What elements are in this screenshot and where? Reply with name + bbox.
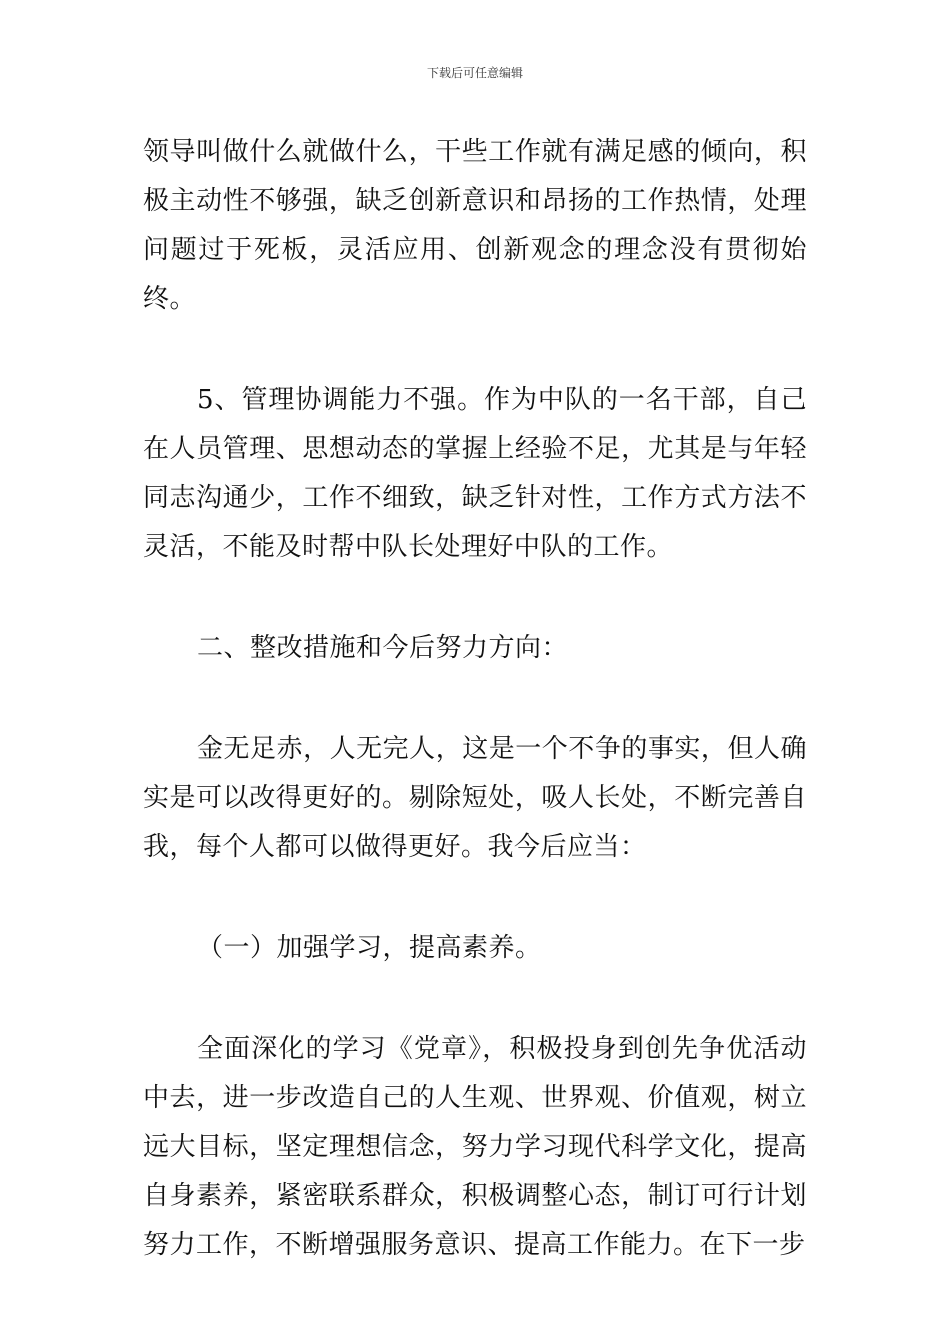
paragraph-gap xyxy=(143,973,807,1025)
paragraph-gap xyxy=(143,572,807,624)
page-header: 下载后可任意编辑 xyxy=(426,66,523,80)
document-body xyxy=(143,128,807,1270)
paragraph-item-5: 5、管理协调能力不强。作为中队的一名干部，自己在人员管理、思想动态的掌握上经验不足，尤其是与年轻同志沟通少，工作不细致，缺乏针对性，工作方式方法不灵活，不能及时帮中队长处理好中队的工作。 xyxy=(143,385,807,562)
paragraph-intro: 金无足赤，人无完人，这是一个不争的事实，但人确实是可以改得更好的。剔除短处，吸人长处，不断完善自我，每个人都可以做得更好。我今后应当： xyxy=(143,734,807,862)
paragraph-study: 全面深化的学习《党章》，积极投身到创先争优活动中去，进一步改造自己的人生观、世界观、价值观，树立远大目标，坚定理想信念，努力学习现代科学文化，提高自身素养，紧密联系群众，积极调整心态，制订可行计划努力工作，不断增强服务意识、提高工作能力。在下一步 xyxy=(143,1034,807,1260)
paragraph-continuation: 领导叫做什么就做什么，干些工作就有满足感的倾向，积极主动性不够强，缺乏创新意识和昂扬的工作热情，处理问题过于死板，灵活应用、创新观念的理念没有贯彻始终。 xyxy=(143,137,807,314)
section-heading-2: 二、整改措施和今后努力方向： xyxy=(197,633,569,663)
paragraph-gap xyxy=(143,673,807,725)
subsection-heading-1: （一）加强学习，提高素养。 xyxy=(197,933,542,963)
paragraph-gap xyxy=(143,872,807,924)
paragraph-gap xyxy=(143,324,807,376)
